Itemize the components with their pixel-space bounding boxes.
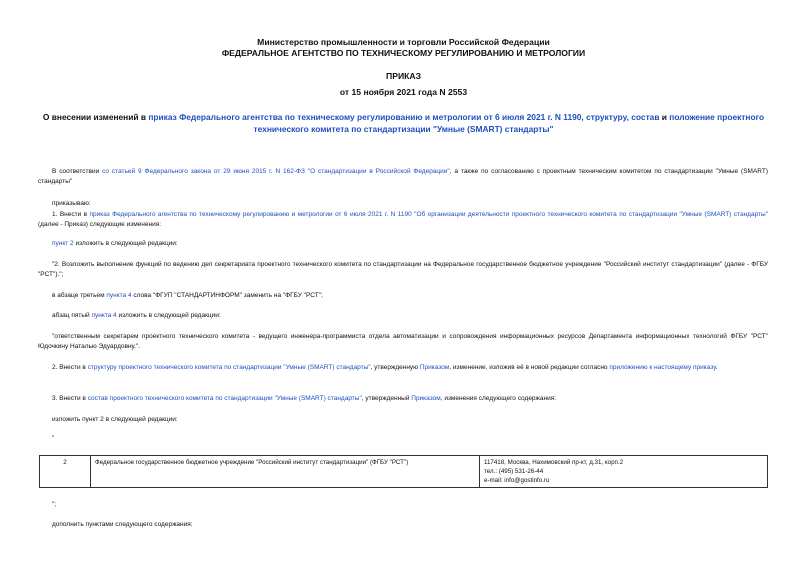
quote-paragraph-5: "ответственным секретарем проектного технического комитета - ведущего инженера-программиста отдела автоматизации и сопровождения информационных ресурсов Департамента информационных технологий ФГБУ "РСТ" Юдочкину Наталью Эдуардовну.".: [38, 333, 768, 350]
item-1-paragraph: [38, 210, 768, 230]
point-4-link-a[interactable]: пункта 4: [106, 292, 132, 299]
item-2-text-3: , изменение, изложив её в новой редакции согласно: [449, 364, 610, 371]
address-line: 117418, Москва, Нахимовский пр-кт, д.31, корп.2: [484, 459, 624, 466]
title-prefix: О внесении изменений в: [42, 112, 149, 122]
paragraph-5-change: [38, 311, 768, 321]
item-3-instruction-a: изложить пункт 2 в следующей редакции:: [52, 416, 178, 423]
paragraph-5-text-1: абзац пятый: [52, 312, 92, 319]
document-type: ПРИКАЗ: [386, 71, 421, 81]
preamble-text-2: , а также по согласованию с проектным техническим комитетом по стандартизации "Умные (SMART) стандарты": [38, 168, 768, 185]
title-link-regulation[interactable]: положение проектного технического комитета по стандартизации "Умные (SMART) стандарты": [253, 112, 765, 134]
appendix-link[interactable]: приложению к настоящему приказу: [609, 364, 716, 371]
item-3-paragraph: [38, 394, 768, 404]
committee-table: [39, 455, 768, 488]
closing-quote: ";: [52, 501, 57, 508]
paragraph-3-text-2: слова "ФГУП "СТАНДАРТИНФОРМ" заменить на "ФГБУ "РСТ";: [131, 292, 323, 299]
item-2-paragraph: [38, 363, 768, 373]
composition-link[interactable]: состав проектного технического комитета по стандартизации "Умные (SMART) стандарты": [87, 395, 362, 402]
order-link-b[interactable]: Приказом: [411, 395, 441, 402]
point-2-paragraph: [38, 239, 768, 249]
row-number: 2: [40, 456, 91, 488]
item-1-text-2: (далее - Приказ) следующие изменения:: [38, 221, 162, 228]
title-middle: и: [659, 112, 670, 122]
item-3-instruction-b: дополнить пунктами следующего содержания:: [52, 521, 193, 528]
point-2-text: изложить в следующей редакции:: [73, 240, 178, 247]
paragraph-3-text-1: в абзаце третьем: [52, 292, 107, 299]
preamble-paragraph: [38, 167, 768, 187]
contact-cell: [480, 456, 768, 488]
paragraph-5-text-2: изложить в следующей редакции:: [116, 312, 221, 319]
ministry-name: Министерство промышленности и торговли Российской Федерации: [257, 37, 550, 47]
order-word: приказываю:: [52, 200, 91, 207]
order-link-a[interactable]: Приказом: [419, 364, 450, 371]
item-1-text-1: 1. Внести в: [52, 211, 90, 218]
title-link-order[interactable]: приказ Федерального агентства по техническому регулированию и метрологии от 6 июля 2021 г. N 1190, структуру, состав: [148, 112, 660, 122]
item-3-text-2: , утвержденный: [361, 395, 412, 402]
organization-name: Федеральное государственное бюджетное учреждение "Российский институт стандартизации" (ФГБУ "РСТ"): [91, 456, 480, 488]
point-2-link[interactable]: пункт 2: [52, 240, 74, 247]
law-link[interactable]: со статьей 9 Федерального закона от 29 июня 2015 г. N 162-ФЗ "О стандартизации в Российской Федерации": [102, 168, 450, 175]
order-1190-link[interactable]: приказ Федерального агентства по техническому регулированию и метрологии от 6 июля 2021 г. N 1190 "Об организации деятельности проектного технического комитета по стандартизации "Умные (SMART) стандарты": [89, 211, 768, 218]
opening-quote: ": [52, 435, 55, 442]
table-row: [40, 456, 768, 488]
phone-line: тел.: (495) 531-26-44: [484, 468, 544, 475]
document-date-number: от 15 ноября 2021 года N 2553: [339, 87, 468, 97]
item-2-text-1: 2. Внести в: [52, 364, 88, 371]
document-title: [20, 111, 787, 135]
item-2-text-4: .: [715, 364, 718, 371]
point-4-link-b[interactable]: пункта 4: [91, 312, 117, 319]
email-line: e-mail: info@gostinfo.ru: [484, 477, 550, 484]
item-3-text-1: 3. Внести в: [52, 395, 88, 402]
structure-link[interactable]: структуру проектного технического комитета по стандартизации "Умные (SMART) стандарты": [87, 364, 371, 371]
quote-point-2: "2. Возложить выполнение функций по ведению деп секретариата проектного технического комитета по стандартизации на Федеральное государственное бюджетное учреждение "Российский институт стандартизации" (далее - ФГБУ "РСТ").";: [38, 261, 768, 278]
item-3-text-3: , изменения следующего содержания:: [440, 395, 557, 402]
agency-name: ФЕДЕРАЛЬНОЕ АГЕНТСТВО ПО ТЕХНИЧЕСКОМУ РЕГУЛИРОВАНИЮ И МЕТРОЛОГИИ: [221, 48, 586, 58]
preamble-text-1: В соответствии: [52, 168, 103, 175]
paragraph-3-change: [38, 291, 768, 301]
item-2-text-2: , утвержденную: [370, 364, 420, 371]
